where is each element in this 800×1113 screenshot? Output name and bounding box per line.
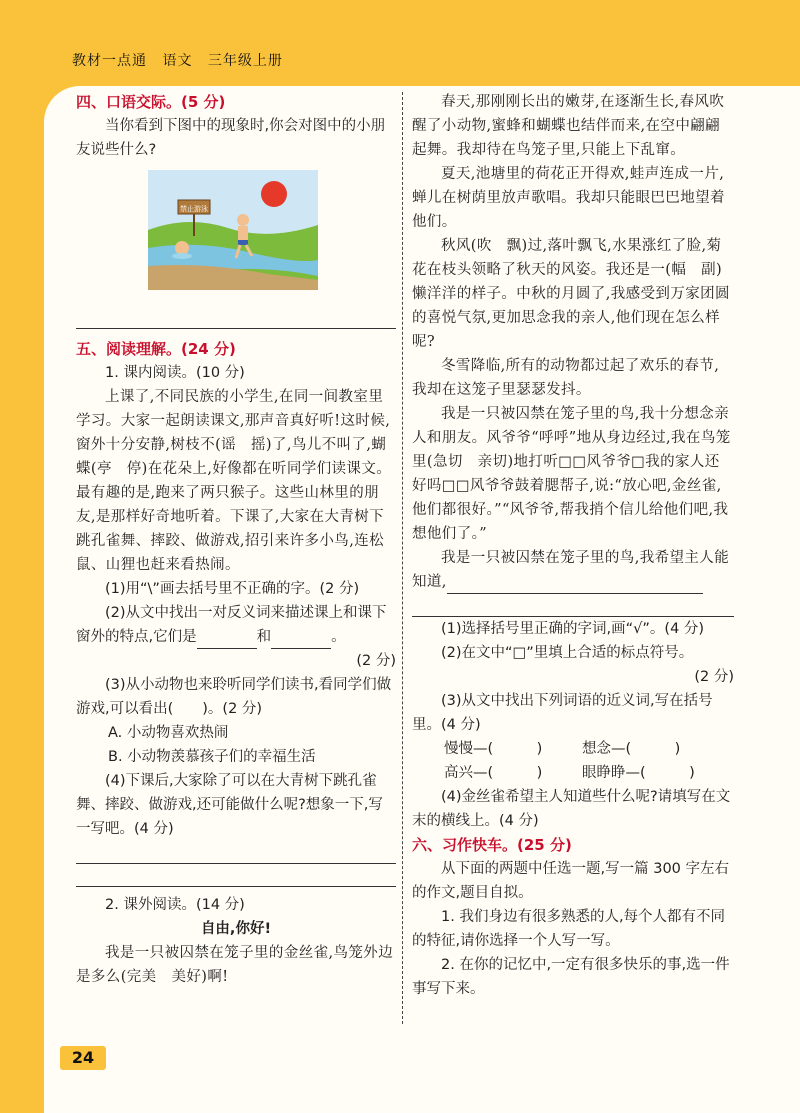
question-1-3: (3)从小动物也来聆听同学们读书,看同学们做游戏,可以看出( )。(2 分) — [76, 677, 392, 717]
book-name: 教材一点通 — [72, 53, 147, 69]
subject-name: 语文 — [162, 53, 193, 69]
question-1-2 — [76, 601, 396, 649]
question-1-2-end: 。 — [331, 629, 346, 645]
question-1-2-text: (2)从文中找出一对反义词来描述课上和课下窗外的特点,它们是 — [76, 605, 387, 645]
synonym-row-1 — [412, 737, 734, 761]
section-4-title: 四、口语交际。(5 分) — [76, 93, 226, 111]
section-6-title: 六、习作快车。(25 分) — [412, 836, 572, 854]
river-swimming-illustration — [148, 170, 318, 290]
question-2-1: (1)选择括号里正确的字词,画“√”。(4 分) — [441, 621, 705, 637]
question-1-4: (4)下课后,大家除了可以在大青树下跳孔雀舞、摔跤、做游戏,还可能做什么呢?想象一下,写一写吧。(4 分) — [76, 773, 383, 837]
sun-icon — [261, 181, 287, 207]
page-header — [72, 50, 293, 70]
option-b[interactable]: B. 小动物羡慕孩子们的幸福生活 — [108, 749, 316, 765]
question-1-2-and: 和 — [256, 629, 272, 645]
section-5-title: 五、阅读理解。(24 分) — [76, 340, 236, 358]
story-paragraph-1: 我是一只被囚禁在笼子里的金丝雀,鸟笼外边是多么(完美 美好)啊! — [76, 945, 394, 985]
question-1-1: (1)用“\”画去括号里不正确的字。(2 分) — [105, 581, 360, 597]
answer-line[interactable] — [76, 306, 396, 329]
section-6-topic-2: 2. 在你的记忆中,一定有很多快乐的事,选一件事写下来。 — [412, 957, 730, 997]
grade-name: 三年级上册 — [207, 53, 283, 69]
fill-blank[interactable] — [447, 577, 703, 594]
column-divider — [402, 92, 403, 1024]
option-a[interactable]: A. 小动物喜欢热闹 — [108, 725, 229, 741]
question-2-2-score: (2 分) — [694, 669, 734, 685]
question-2-3: (3)从文中找出下列词语的近义词,写在括号里。(4 分) — [412, 693, 713, 733]
story-paragraph-5: 冬雪降临,所有的动物都过起了欢乐的春节,我却在这笼子里瑟瑟发抖。 — [412, 358, 720, 398]
page-number: 24 — [60, 1046, 106, 1070]
story-paragraph-2: 春天,那刚刚长出的嫩芽,在逐渐生长,春风吹醒了小动物,蜜蜂和蝴蝶也结伴而来,在空中翩翩起舞。我却待在鸟笼子里,只能上下乱窜。 — [412, 94, 725, 158]
section-6-topic-1: 1. 我们身边有很多熟悉的人,每个人都有不同的特征,请你选择一个人写一写。 — [412, 909, 726, 949]
story-paragraph-7-text: 我是一只被囚禁在笼子里的鸟,我希望主人能知道, — [412, 550, 730, 590]
answer-line[interactable] — [412, 594, 734, 617]
question-1-2-score: (2 分) — [356, 653, 396, 669]
synonym-miss[interactable]: 想念—( ) — [582, 741, 681, 757]
fill-blank[interactable] — [197, 632, 257, 649]
synonym-row-2 — [412, 761, 734, 785]
synonym-slow[interactable]: 慢慢—( ) — [444, 741, 543, 757]
question-2-title: 2. 课外阅读。(14 分) — [105, 897, 245, 913]
answer-line[interactable] — [76, 864, 396, 887]
swimming-child — [175, 241, 189, 255]
fill-blank[interactable] — [271, 632, 331, 649]
question-1-title: 1. 课内阅读。(10 分) — [105, 365, 245, 381]
section-6-intro: 从下面的两题中任选一题,写一篇 300 字左右的作文,题目自拟。 — [412, 861, 730, 901]
story-paragraph-6: 我是一只被囚禁在笼子里的鸟,我十分想念亲人和朋友。风爷爷“呼呼”地从身边经过,我在鸟笼里(急切 亲切)地打听□□风爷爷□我的家人还好吗□□风爷爷鼓着腮帮子,说:“放心吧,金丝雀,他们都很好。”“风爷爷,帮我捎个信儿给他们吧,我想他们了。” — [412, 406, 731, 542]
synonym-watch[interactable]: 眼睁睁—( ) — [582, 765, 695, 781]
story-paragraph-4: 秋风(吹 飘)过,落叶飘飞,水果涨红了脸,菊花在枝头领略了秋天的风姿。我还是一(幅 副)懒洋洋的样子。中秋的月圆了,我感受到万家团圆的喜悦气氛,更加思念我的亲人,他们现在怎么样呢? — [412, 238, 730, 350]
answer-line[interactable] — [76, 841, 396, 864]
story-paragraph-3: 夏天,池塘里的荷花正开得欢,蛙声连成一片,蝉儿在树荫里放声歌唱。我却只能眼巴巴地望着他们。 — [412, 166, 725, 230]
standing-child — [237, 214, 249, 226]
page-corner-background — [0, 0, 800, 90]
passage-1: 上课了,不同民族的小学生,在同一间教室里学习。大家一起朗读课文,那声音真好听!这时候,窗外十分安静,树枝不(谣 摇)了,鸟儿不叫了,蝴蝶(亭 停)在花朵上,好像都在听同学们读课文。最有趣的是,跑来了两只猴子。这些山林里的朋友,是那样好奇地听着。下课了,大家在大青树下跳孔雀舞、摔跤、做游戏,招引来许多小鸟,连松鼠、山狸也赶来看热闹。 — [76, 389, 392, 573]
story-paragraph-7 — [412, 546, 734, 594]
question-2-2: (2)在文中“□”里填上合适的标点符号。 — [441, 645, 694, 661]
story-title: 自由,你好! — [200, 921, 272, 937]
synonym-happy[interactable]: 高兴—( ) — [444, 765, 543, 781]
right-column — [412, 90, 734, 1001]
section-4-question: 当你看到下图中的现象时,你会对图中的小朋友说些什么? — [76, 118, 386, 158]
question-2-4: (4)金丝雀希望主人知道些什么呢?请填写在文末的横线上。(4 分) — [412, 789, 731, 829]
left-column — [76, 90, 396, 989]
warning-sign-text: 禁止游泳 — [180, 205, 208, 213]
